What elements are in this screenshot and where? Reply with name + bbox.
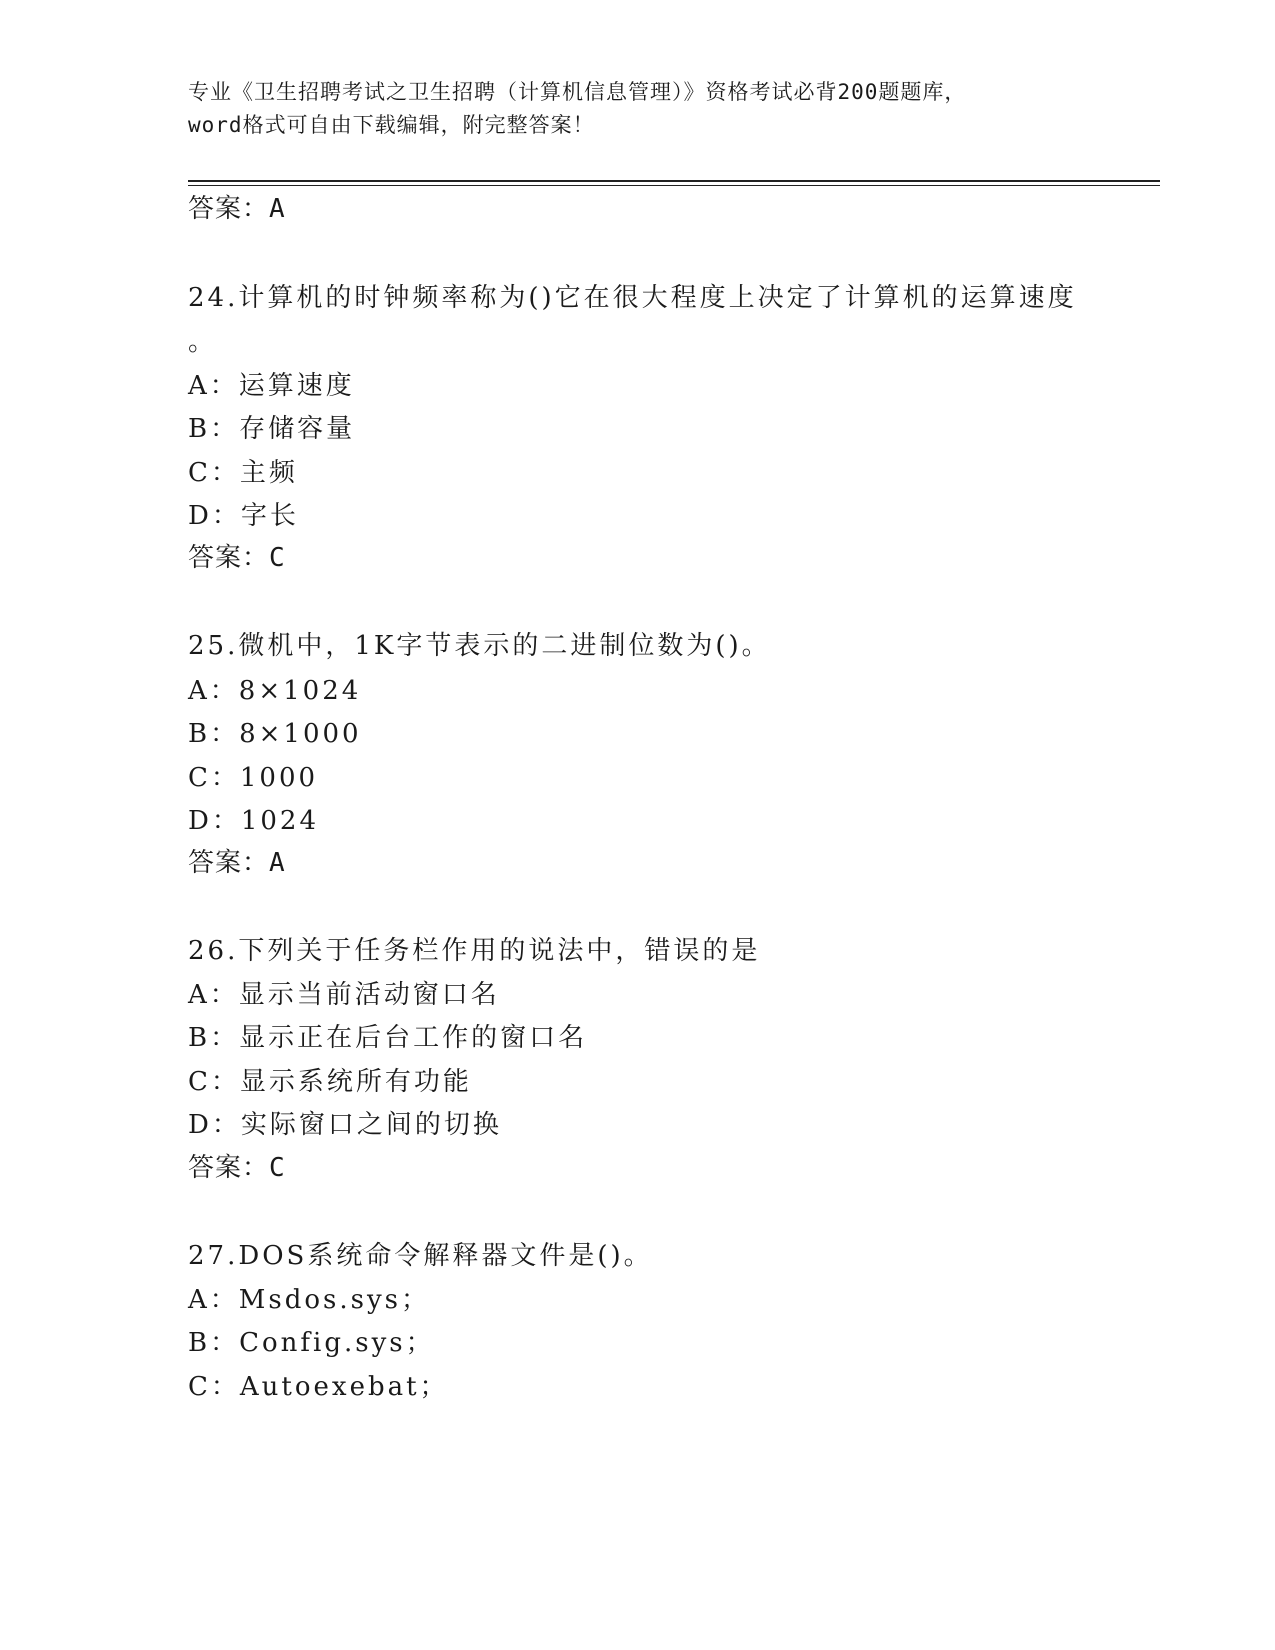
question-26-stem: 26.下列关于任务栏作用的说法中，错误的是 bbox=[188, 936, 761, 966]
question-26-option-a: A：显示当前活动窗口名 bbox=[188, 980, 500, 1010]
previous-answer: 答案：A bbox=[188, 194, 286, 224]
question-26-option-b: B：显示正在后台工作的窗口名 bbox=[188, 1023, 588, 1053]
question-24-option-c: C：主频 bbox=[188, 458, 298, 488]
question-25-answer: 答案：A bbox=[188, 848, 286, 878]
header-divider-thick bbox=[188, 180, 1160, 182]
question-26-option-c: C：显示系统所有功能 bbox=[188, 1067, 472, 1097]
question-27-stem: 27.DOS系统命令解释器文件是()。 bbox=[188, 1241, 653, 1271]
question-25-option-a: A：8×1024 bbox=[188, 676, 362, 706]
header-line-2: word格式可自由下载编辑，附完整答案！ bbox=[188, 113, 595, 137]
question-25-option-b: B：8×1000 bbox=[188, 719, 362, 749]
question-26-answer: 答案：C bbox=[188, 1153, 286, 1183]
question-24-option-a: A：运算速度 bbox=[188, 371, 355, 401]
question-24-option-d: D：字长 bbox=[188, 501, 299, 531]
question-24-stem: 24.计算机的时钟频率称为()它在很大程度上决定了计算机的运算速度 bbox=[188, 283, 1077, 313]
question-27-option-b: B：Config.sys； bbox=[188, 1328, 435, 1358]
question-27-option-a: A：Msdos.sys； bbox=[188, 1285, 431, 1315]
header-divider-thin bbox=[188, 185, 1160, 186]
question-27-option-c: C：Autoexebat； bbox=[188, 1372, 449, 1402]
question-25-option-d: D：1024 bbox=[188, 806, 320, 836]
document-header bbox=[188, 76, 1088, 142]
question-25-stem: 25.微机中，1K字节表示的二进制位数为()。 bbox=[188, 631, 771, 661]
question-24-option-b: B：存储容量 bbox=[188, 414, 356, 444]
header-line-1: 专业《卫生招聘考试之卫生招聘（计算机信息管理）》资格考试必背200题题库， bbox=[188, 80, 967, 104]
question-25-option-c: C：1000 bbox=[188, 763, 319, 793]
question-24-stem-continued: 。 bbox=[188, 327, 218, 357]
question-24-answer: 答案：C bbox=[188, 543, 286, 573]
question-26-option-d: D：实际窗口之间的切换 bbox=[188, 1110, 502, 1140]
